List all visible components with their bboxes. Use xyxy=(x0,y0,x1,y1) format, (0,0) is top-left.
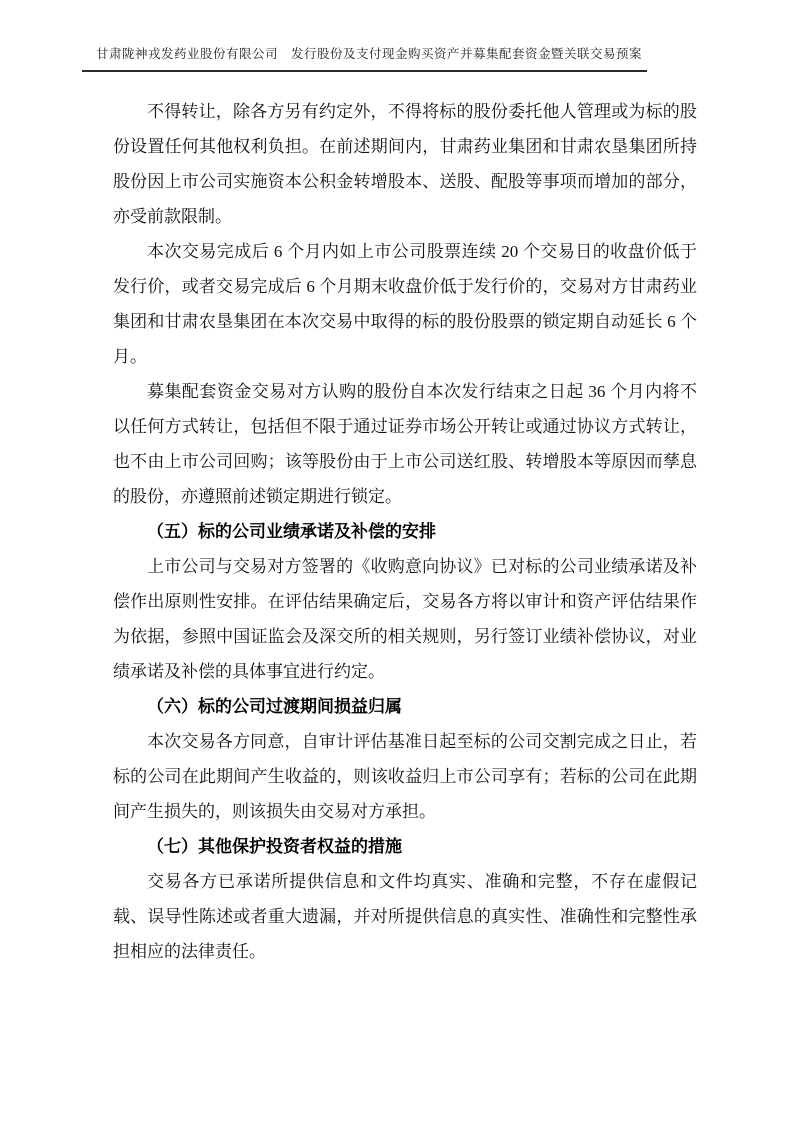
section-heading-transition-period: （六）标的公司过渡期间损益归属 xyxy=(147,697,402,716)
paragraph-lockup-extension: 本次交易完成后 6 个月内如上市公司股票连续 20 个交易日的收盘价低于发行价，或者交易完成后 6 个月期末收盘价低于发行价的，交易对方甘肃药业集团和甘肃农垦集团在本次交易中取得的标的股份股票的锁定期自动延长 6 个月。 xyxy=(113,242,697,366)
section-heading-performance-commitment: （五）标的公司业绩承诺及补偿的安排 xyxy=(147,522,436,541)
page-header xyxy=(0,45,793,72)
paragraph-investor-protection: 交易各方已承诺所提供信息和文件均真实、准确和完整，不存在虚假记载、误导性陈述或者重大遗漏，并对所提供信息的真实性、准确性和完整性承担相应的法律责任。 xyxy=(113,872,697,961)
page-header-title: 甘肃陇神戎发药业股份有限公司 发行股份及支付现金购买资产并募集配套资金暨关联交易预案 xyxy=(82,46,647,72)
paragraph-performance-commitment: 上市公司与交易对方签署的《收购意向协议》已对标的公司业绩承诺及补偿作出原则性安排。在评估结果确定后，交易各方将以审计和资产评估结果作为依据，参照中国证监会及深交所的相关规则，另行签订业绩补偿协议，对业绩承诺及补偿的具体事宜进行约定。 xyxy=(113,557,697,681)
paragraph-transition-period: 本次交易各方同意，自审计评估基准日起至标的公司交割完成之日止，若标的公司在此期间产生收益的，则该收益归上市公司享有；若标的公司在此期间产生损失的，则该损失由交易对方承担。 xyxy=(113,732,697,821)
section-heading-investor-protection: （七）其他保护投资者权益的措施 xyxy=(147,837,402,856)
document-body xyxy=(113,94,697,969)
paragraph-supporting-funds-lockup: 募集配套资金交易对方认购的股份自本次发行结束之日起 36 个月内将不以任何方式转让，包括但不限于通过证券市场公开转让或通过协议方式转让，也不由上市公司回购；该等股份由于上市公司送红股、转增股本等原因而孳息的股份，亦遵照前述锁定期进行锁定。 xyxy=(113,382,697,506)
paragraph-lockup-restriction: 不得转让，除各方另有约定外，不得将标的股份委托他人管理或为标的股份设置任何其他权利负担。在前述期间内，甘肃药业集团和甘肃农垦集团所持股份因上市公司实施资本公积金转增股本、送股、配股等事项而增加的部分，亦受前款限制。 xyxy=(113,102,697,226)
